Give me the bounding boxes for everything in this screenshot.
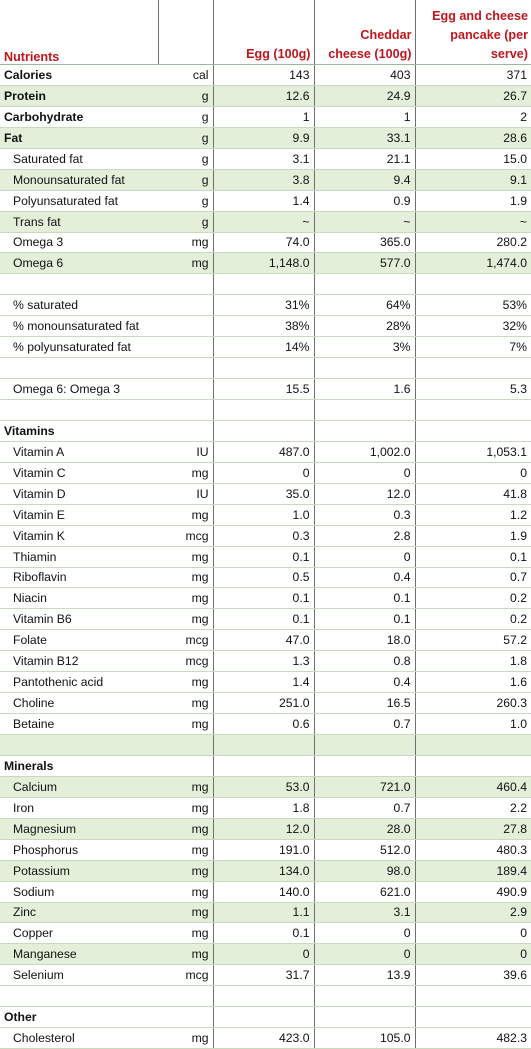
row-egg-value: 0.1 — [213, 609, 314, 630]
row-egg-value: 143 — [213, 65, 314, 86]
row-egg-value: ~ — [213, 211, 314, 232]
row-egg-value — [213, 986, 314, 1007]
row-cheddar-value — [314, 274, 415, 295]
row-egg-value: 1.4 — [213, 672, 314, 693]
table-row — [0, 337, 531, 358]
table-row — [0, 169, 531, 190]
row-unit-cell — [158, 379, 213, 400]
row-name-cell: Zinc — [0, 902, 158, 923]
table-row — [0, 190, 531, 211]
row-pancake-value: 490.9 — [415, 881, 531, 902]
table-row — [0, 1028, 531, 1049]
row-pancake-value: 460.4 — [415, 776, 531, 797]
row-name-cell: Vitamin B6 — [0, 609, 158, 630]
row-unit-cell: IU — [158, 483, 213, 504]
row-pancake-value: 0.1 — [415, 546, 531, 567]
row-egg-value: 3.1 — [213, 148, 314, 169]
row-pancake-value: 0 — [415, 462, 531, 483]
row-cheddar-value: 721.0 — [314, 776, 415, 797]
row-unit-cell: mcg — [158, 965, 213, 986]
row-name-cell: Other — [0, 1007, 158, 1028]
row-egg-value: 134.0 — [213, 860, 314, 881]
row-pancake-value: 1,053.1 — [415, 441, 531, 462]
row-name-cell: Phosphorus — [0, 839, 158, 860]
table-row — [0, 651, 531, 672]
row-egg-value: 1.3 — [213, 651, 314, 672]
row-name-cell: Vitamin B12 — [0, 651, 158, 672]
table-row — [0, 902, 531, 923]
row-name-cell: Thiamin — [0, 546, 158, 567]
row-name-cell — [0, 986, 158, 1007]
row-unit-cell: mg — [158, 693, 213, 714]
row-name-cell: Omega 6 — [0, 253, 158, 274]
row-pancake-value: ~ — [415, 211, 531, 232]
table-row — [0, 253, 531, 274]
row-unit-cell: g — [158, 190, 213, 211]
row-name-cell: % polyunsaturated fat — [0, 337, 158, 358]
row-unit-cell: mg — [158, 462, 213, 483]
row-name-cell: % monounsaturated fat — [0, 316, 158, 337]
row-pancake-value — [415, 735, 531, 756]
row-egg-value: 1.1 — [213, 902, 314, 923]
row-unit-cell: mg — [158, 881, 213, 902]
row-name-cell: Omega 6: Omega 3 — [0, 379, 158, 400]
row-unit-cell: g — [158, 85, 213, 106]
row-unit-cell: mg — [158, 797, 213, 818]
row-unit-cell — [158, 735, 213, 756]
row-cheddar-value: ~ — [314, 211, 415, 232]
row-name-cell: Trans fat — [0, 211, 158, 232]
table-row — [0, 567, 531, 588]
table-row — [0, 420, 531, 441]
row-cheddar-value: 0.9 — [314, 190, 415, 211]
row-egg-value: 0.3 — [213, 525, 314, 546]
row-egg-value: 15.5 — [213, 379, 314, 400]
row-egg-value: 1.8 — [213, 797, 314, 818]
row-cheddar-value: 1.6 — [314, 379, 415, 400]
row-pancake-value: 0.2 — [415, 609, 531, 630]
row-name-cell — [0, 735, 158, 756]
row-name-cell: Manganese — [0, 944, 158, 965]
row-unit-cell: mcg — [158, 651, 213, 672]
row-cheddar-value: 64% — [314, 295, 415, 316]
row-pancake-value — [415, 986, 531, 1007]
row-pancake-value: 1.2 — [415, 504, 531, 525]
row-egg-value — [213, 274, 314, 295]
row-pancake-value: 57.2 — [415, 630, 531, 651]
row-pancake-value: 1.9 — [415, 190, 531, 211]
row-pancake-value: 32% — [415, 316, 531, 337]
row-name-cell: Iron — [0, 797, 158, 818]
row-cheddar-value: 0.7 — [314, 714, 415, 735]
row-cheddar-value: 0.3 — [314, 504, 415, 525]
table-row — [0, 358, 531, 379]
row-cheddar-value — [314, 755, 415, 776]
row-egg-value: 487.0 — [213, 441, 314, 462]
row-name-cell: Vitamin D — [0, 483, 158, 504]
row-cheddar-value: 105.0 — [314, 1028, 415, 1049]
table-row — [0, 85, 531, 106]
row-pancake-value — [415, 400, 531, 421]
row-unit-cell: IU — [158, 441, 213, 462]
table-row — [0, 944, 531, 965]
row-pancake-value: 1.0 — [415, 714, 531, 735]
row-unit-cell: cal — [158, 65, 213, 86]
row-pancake-value: 480.3 — [415, 839, 531, 860]
row-unit-cell: mg — [158, 776, 213, 797]
table-row — [0, 755, 531, 776]
row-name-cell — [0, 400, 158, 421]
row-name-cell: Magnesium — [0, 818, 158, 839]
table-row — [0, 316, 531, 337]
row-unit-cell — [158, 1007, 213, 1028]
row-egg-value: 1,148.0 — [213, 253, 314, 274]
pancake-header: Egg and cheese pancake (per serve) — [415, 0, 531, 65]
table-row — [0, 274, 531, 295]
row-unit-cell: g — [158, 211, 213, 232]
table-row — [0, 776, 531, 797]
row-egg-value: 1 — [213, 106, 314, 127]
row-unit-cell: g — [158, 106, 213, 127]
row-egg-value: 14% — [213, 337, 314, 358]
table-row — [0, 127, 531, 148]
row-egg-value: 3.8 — [213, 169, 314, 190]
row-cheddar-value: 28% — [314, 316, 415, 337]
table-row — [0, 672, 531, 693]
row-pancake-value: 482.3 — [415, 1028, 531, 1049]
row-cheddar-value: 9.4 — [314, 169, 415, 190]
unit-header — [158, 0, 213, 65]
row-egg-value — [213, 420, 314, 441]
row-unit-cell: mg — [158, 839, 213, 860]
row-pancake-value: 27.8 — [415, 818, 531, 839]
row-unit-cell: g — [158, 127, 213, 148]
row-unit-cell: mg — [158, 818, 213, 839]
row-egg-value: 191.0 — [213, 839, 314, 860]
row-pancake-value: 15.0 — [415, 148, 531, 169]
row-name-cell: % saturated — [0, 295, 158, 316]
row-cheddar-value: 16.5 — [314, 693, 415, 714]
table-row — [0, 400, 531, 421]
row-unit-cell: mg — [158, 860, 213, 881]
row-name-cell: Vitamin E — [0, 504, 158, 525]
row-pancake-value: 9.1 — [415, 169, 531, 190]
row-unit-cell: mg — [158, 504, 213, 525]
table-row — [0, 630, 531, 651]
row-egg-value: 251.0 — [213, 693, 314, 714]
row-unit-cell — [158, 755, 213, 776]
row-cheddar-value: 98.0 — [314, 860, 415, 881]
table-row — [0, 881, 531, 902]
row-unit-cell — [158, 316, 213, 337]
row-pancake-value: 371 — [415, 65, 531, 86]
row-name-cell: Pantothenic acid — [0, 672, 158, 693]
row-name-cell: Fat — [0, 127, 158, 148]
table-row — [0, 609, 531, 630]
table-row — [0, 148, 531, 169]
row-unit-cell: mg — [158, 923, 213, 944]
row-cheddar-value — [314, 358, 415, 379]
table-row — [0, 65, 531, 86]
row-cheddar-value: 0 — [314, 923, 415, 944]
row-unit-cell: mg — [158, 1028, 213, 1049]
row-name-cell: Calcium — [0, 776, 158, 797]
row-cheddar-value: 0.1 — [314, 588, 415, 609]
row-egg-value: 47.0 — [213, 630, 314, 651]
table-row — [0, 986, 531, 1007]
row-cheddar-value: 0 — [314, 546, 415, 567]
row-cheddar-value — [314, 420, 415, 441]
row-name-cell: Minerals — [0, 755, 158, 776]
row-pancake-value — [415, 755, 531, 776]
row-unit-cell: mg — [158, 588, 213, 609]
row-name-cell: Choline — [0, 693, 158, 714]
row-unit-cell: mg — [158, 232, 213, 253]
table-row — [0, 714, 531, 735]
table-row — [0, 232, 531, 253]
row-name-cell: Sodium — [0, 881, 158, 902]
table-row — [0, 965, 531, 986]
row-unit-cell: mcg — [158, 525, 213, 546]
row-egg-value: 0.5 — [213, 567, 314, 588]
row-egg-value — [213, 1007, 314, 1028]
row-cheddar-value — [314, 1007, 415, 1028]
row-pancake-value — [415, 358, 531, 379]
row-pancake-value: 0 — [415, 944, 531, 965]
row-egg-value: 423.0 — [213, 1028, 314, 1049]
row-egg-value: 31% — [213, 295, 314, 316]
table-row — [0, 923, 531, 944]
table-row — [0, 797, 531, 818]
row-cheddar-value: 0.7 — [314, 797, 415, 818]
table-row — [0, 504, 531, 525]
nutrients-header: Nutrients — [0, 0, 158, 65]
table-row — [0, 295, 531, 316]
row-egg-value: 12.0 — [213, 818, 314, 839]
row-egg-value: 0 — [213, 462, 314, 483]
row-egg-value: 38% — [213, 316, 314, 337]
row-unit-cell: mg — [158, 546, 213, 567]
row-cheddar-value: 3% — [314, 337, 415, 358]
row-egg-value: 0 — [213, 944, 314, 965]
table-body — [0, 65, 531, 1049]
row-pancake-value: 1,474.0 — [415, 253, 531, 274]
row-name-cell: Betaine — [0, 714, 158, 735]
row-cheddar-value: 21.1 — [314, 148, 415, 169]
row-egg-value — [213, 400, 314, 421]
row-pancake-value: 280.2 — [415, 232, 531, 253]
row-egg-value: 0.1 — [213, 588, 314, 609]
row-cheddar-value: 577.0 — [314, 253, 415, 274]
row-cheddar-value: 28.0 — [314, 818, 415, 839]
row-cheddar-value: 1 — [314, 106, 415, 127]
row-unit-cell: g — [158, 169, 213, 190]
row-unit-cell: mg — [158, 672, 213, 693]
row-pancake-value: 7% — [415, 337, 531, 358]
row-pancake-value: 260.3 — [415, 693, 531, 714]
row-name-cell: Omega 3 — [0, 232, 158, 253]
row-pancake-value — [415, 420, 531, 441]
row-pancake-value: 189.4 — [415, 860, 531, 881]
row-name-cell: Polyunsaturated fat — [0, 190, 158, 211]
row-egg-value: 53.0 — [213, 776, 314, 797]
row-name-cell: Monounsaturated fat — [0, 169, 158, 190]
table-row — [0, 735, 531, 756]
table-row — [0, 1007, 531, 1028]
row-egg-value: 1.0 — [213, 504, 314, 525]
row-unit-cell: mg — [158, 567, 213, 588]
row-cheddar-value: 0.1 — [314, 609, 415, 630]
row-unit-cell: mg — [158, 253, 213, 274]
row-pancake-value: 0.7 — [415, 567, 531, 588]
row-egg-value: 9.9 — [213, 127, 314, 148]
row-name-cell: Protein — [0, 85, 158, 106]
table-row — [0, 818, 531, 839]
row-name-cell: Cholesterol — [0, 1028, 158, 1049]
table-row — [0, 693, 531, 714]
table-row — [0, 106, 531, 127]
row-cheddar-value: 24.9 — [314, 85, 415, 106]
row-pancake-value: 1.8 — [415, 651, 531, 672]
table-row — [0, 839, 531, 860]
row-pancake-value: 1.9 — [415, 525, 531, 546]
table-row — [0, 546, 531, 567]
row-cheddar-value: 512.0 — [314, 839, 415, 860]
row-unit-cell — [158, 986, 213, 1007]
row-unit-cell: mcg — [158, 630, 213, 651]
row-egg-value: 0.6 — [213, 714, 314, 735]
row-name-cell: Carbohydrate — [0, 106, 158, 127]
row-egg-value — [213, 755, 314, 776]
row-pancake-value: 28.6 — [415, 127, 531, 148]
row-unit-cell: mg — [158, 944, 213, 965]
row-egg-value: 0.1 — [213, 546, 314, 567]
row-name-cell: Selenium — [0, 965, 158, 986]
row-unit-cell: mg — [158, 714, 213, 735]
row-egg-value: 1.4 — [213, 190, 314, 211]
row-pancake-value: 41.8 — [415, 483, 531, 504]
row-cheddar-value: 0.4 — [314, 672, 415, 693]
row-pancake-value: 1.6 — [415, 672, 531, 693]
row-name-cell: Calories — [0, 65, 158, 86]
table-row — [0, 211, 531, 232]
row-egg-value: 35.0 — [213, 483, 314, 504]
row-pancake-value: 39.6 — [415, 965, 531, 986]
table-row — [0, 462, 531, 483]
table-row — [0, 588, 531, 609]
row-cheddar-value: 3.1 — [314, 902, 415, 923]
egg-header: Egg (100g) — [213, 0, 314, 65]
row-unit-cell — [158, 337, 213, 358]
row-pancake-value: 26.7 — [415, 85, 531, 106]
row-unit-cell — [158, 295, 213, 316]
header-row — [0, 0, 531, 65]
row-unit-cell: mg — [158, 609, 213, 630]
row-egg-value — [213, 735, 314, 756]
table-row — [0, 525, 531, 546]
row-name-cell: Copper — [0, 923, 158, 944]
row-name-cell: Vitamin A — [0, 441, 158, 462]
row-egg-value: 0.1 — [213, 923, 314, 944]
row-cheddar-value: 18.0 — [314, 630, 415, 651]
row-pancake-value: 2.2 — [415, 797, 531, 818]
row-cheddar-value: 2.8 — [314, 525, 415, 546]
row-name-cell: Saturated fat — [0, 148, 158, 169]
row-pancake-value: 0 — [415, 923, 531, 944]
row-unit-cell — [158, 400, 213, 421]
row-name-cell: Folate — [0, 630, 158, 651]
table-row — [0, 441, 531, 462]
row-cheddar-value: 0.8 — [314, 651, 415, 672]
row-cheddar-value: 13.9 — [314, 965, 415, 986]
row-egg-value: 74.0 — [213, 232, 314, 253]
row-name-cell: Riboflavin — [0, 567, 158, 588]
row-name-cell: Vitamins — [0, 420, 158, 441]
row-egg-value: 140.0 — [213, 881, 314, 902]
row-pancake-value: 0.2 — [415, 588, 531, 609]
row-name-cell: Vitamin C — [0, 462, 158, 483]
row-cheddar-value: 403 — [314, 65, 415, 86]
row-cheddar-value: 0 — [314, 462, 415, 483]
row-cheddar-value — [314, 400, 415, 421]
row-cheddar-value: 0 — [314, 944, 415, 965]
row-cheddar-value — [314, 735, 415, 756]
row-pancake-value: 53% — [415, 295, 531, 316]
row-name-cell — [0, 274, 158, 295]
row-pancake-value — [415, 274, 531, 295]
row-pancake-value: 5.3 — [415, 379, 531, 400]
row-unit-cell — [158, 358, 213, 379]
row-unit-cell: mg — [158, 902, 213, 923]
row-pancake-value: 2 — [415, 106, 531, 127]
row-egg-value: 31.7 — [213, 965, 314, 986]
row-name-cell: Niacin — [0, 588, 158, 609]
row-cheddar-value: 621.0 — [314, 881, 415, 902]
row-name-cell — [0, 358, 158, 379]
row-egg-value: 12.6 — [213, 85, 314, 106]
row-egg-value — [213, 358, 314, 379]
table-row — [0, 379, 531, 400]
row-unit-cell: g — [158, 148, 213, 169]
row-cheddar-value: 365.0 — [314, 232, 415, 253]
row-cheddar-value: 12.0 — [314, 483, 415, 504]
row-cheddar-value: 1,002.0 — [314, 441, 415, 462]
table-row — [0, 483, 531, 504]
row-pancake-value: 2.9 — [415, 902, 531, 923]
row-cheddar-value — [314, 986, 415, 1007]
row-cheddar-value: 33.1 — [314, 127, 415, 148]
table-row — [0, 860, 531, 881]
row-name-cell: Potassium — [0, 860, 158, 881]
row-cheddar-value: 0.4 — [314, 567, 415, 588]
row-unit-cell — [158, 420, 213, 441]
row-pancake-value — [415, 1007, 531, 1028]
cheddar-header: Cheddar cheese (100g) — [314, 0, 415, 65]
row-name-cell: Vitamin K — [0, 525, 158, 546]
row-unit-cell — [158, 274, 213, 295]
